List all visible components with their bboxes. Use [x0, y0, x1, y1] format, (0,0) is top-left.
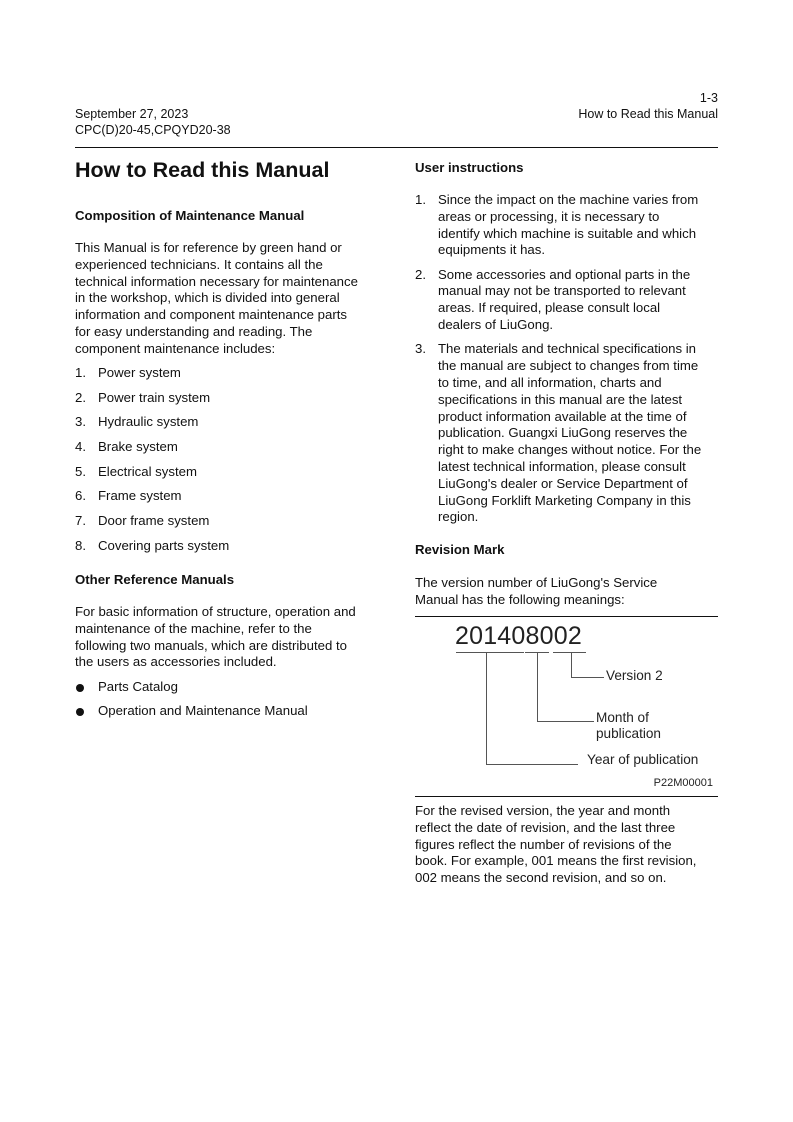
version-connector [571, 652, 572, 678]
list-label: Door frame system [98, 513, 210, 529]
list-number: 2. [415, 266, 426, 282]
list-number: 3. [415, 341, 426, 357]
list-item [75, 439, 385, 464]
list-number: 1. [75, 365, 86, 380]
version-number: 201408002 [455, 622, 582, 650]
bullet-icon [76, 708, 84, 716]
text-line: maintenance of the machine, refer to the [75, 620, 312, 636]
list-label: Electrical system [98, 463, 197, 479]
list-item [75, 464, 385, 489]
list-number: 6. [75, 488, 86, 504]
list-label: Power train system [98, 389, 211, 405]
list-item [75, 538, 385, 563]
section-heading-composition: Composition of Maintenance Manual [75, 208, 305, 223]
list-item [75, 414, 385, 439]
text-line: Since the impact on the machine varies from [438, 192, 699, 207]
text-line: The version number of LiuGong's Service [415, 575, 658, 590]
list-number: 8. [75, 537, 86, 553]
reference-manuals-list [75, 679, 385, 728]
text-line: 002 means the second revision, and so on. [415, 870, 667, 886]
header-date: September 27, 2023 [75, 107, 189, 121]
text-line: to time, and all information, charts and [438, 374, 662, 390]
list-label: Brake system [98, 439, 178, 455]
text-line: experienced technicians. It contains all the [75, 256, 323, 272]
text-line: dealers of LiuGong. [438, 317, 554, 333]
list-item [75, 390, 385, 415]
list-item [415, 341, 720, 526]
section-heading-user-instructions: User instructions [415, 160, 524, 175]
version-label: Version 2 [606, 668, 663, 683]
text-line: the manual are subject to changes from time [438, 358, 699, 374]
list-number: 2. [75, 389, 86, 405]
text-line: in the workshop, which is divided into general [75, 290, 340, 306]
month-label [596, 710, 661, 743]
text-line: following two manuals, which are distributed to [75, 637, 347, 653]
text-line: right to make changes without notice. For the [438, 442, 702, 458]
section-heading-revision-mark: Revision Mark [415, 542, 505, 557]
list-item [75, 365, 385, 390]
text-line: technical information necessary for maintenance [75, 273, 358, 289]
list-label: Parts Catalog [98, 679, 178, 694]
text-line: This Manual is for reference by green hand or [75, 240, 342, 255]
revision-mark-paragraph [415, 575, 720, 609]
header-divider [75, 147, 718, 148]
text-line: manual may not be transported to relevant [438, 283, 686, 299]
list-number: 7. [75, 513, 86, 529]
text-line: Some accessories and optional parts in the [438, 266, 691, 282]
month-connector-h [537, 721, 594, 722]
year-connector [486, 652, 487, 765]
header-section-title: How to Read this Manual [578, 107, 718, 121]
text-line: region. [438, 509, 479, 525]
text-line: the users as accessories included. [75, 654, 277, 670]
text-line: equipments it has. [438, 242, 546, 258]
section-heading-other-manuals: Other Reference Manuals [75, 572, 235, 587]
figure-top-rule [415, 616, 718, 617]
list-label: Power system [98, 365, 181, 380]
component-list [75, 365, 385, 563]
text-line: Manual has the following meanings: [415, 591, 625, 607]
composition-paragraph [75, 240, 385, 358]
bullet-icon [76, 684, 84, 692]
list-item [415, 192, 720, 259]
text-line: latest technical information, please consult [438, 458, 686, 474]
text-line: LiuGong Forklift Marketing Company in this [438, 492, 691, 508]
text-line: identify which machine is suitable and which [438, 225, 697, 241]
text-line: areas or processing, it is necessary to [438, 208, 660, 224]
text-line: For the revised version, the year and month [415, 803, 671, 818]
text-line: areas. If required, please consult local [438, 300, 661, 316]
header-models: CPC(D)20-45,CPQYD20-38 [75, 123, 231, 137]
text-line: Month of [596, 710, 649, 725]
text-line: specifications in this manual are the latest [438, 391, 683, 407]
text-line: figures reflect the number of revisions of the [415, 836, 672, 852]
user-instructions-list [415, 192, 720, 526]
figure-bottom-rule [415, 796, 718, 797]
page-number: 1-3 [699, 91, 718, 105]
list-item [415, 267, 720, 334]
version-connector-h [571, 677, 604, 678]
text-line: for easy understanding and reading. The [75, 323, 313, 339]
text-line: information and component maintenance parts [75, 307, 347, 323]
revision-explanation [415, 803, 720, 887]
text-line: LiuGong's dealer or Service Department of [438, 475, 688, 491]
text-line: For basic information of structure, operation and [75, 604, 356, 619]
list-item [75, 703, 385, 727]
text-line: book. For example, 001 means the first revision, [415, 853, 697, 869]
figure-code: P22M00001 [653, 777, 713, 789]
text-line: product information available at the time of [438, 408, 687, 424]
other-manuals-paragraph [75, 604, 385, 671]
text-line: publication [596, 726, 661, 742]
list-label: Covering parts system [98, 537, 230, 553]
year-underline [456, 652, 524, 653]
list-item [75, 513, 385, 538]
list-label: Hydraulic system [98, 414, 199, 430]
list-item [75, 679, 385, 703]
year-connector-h [486, 764, 578, 765]
list-number: 5. [75, 463, 86, 479]
text-line: The materials and technical specifications in [438, 341, 697, 357]
text-line: publication. Guangxi LiuGong reserves the [438, 425, 688, 441]
month-connector [537, 652, 538, 722]
year-label: Year of publication [587, 752, 699, 767]
list-label: Frame system [98, 488, 182, 504]
list-item [75, 488, 385, 513]
text-line: reflect the date of revision, and the last three [415, 819, 676, 835]
list-number: 4. [75, 439, 86, 455]
version-underline [553, 652, 586, 653]
list-label: Operation and Maintenance Manual [98, 703, 308, 719]
list-number: 3. [75, 414, 86, 430]
list-number: 1. [415, 192, 426, 207]
text-line: component maintenance includes: [75, 340, 276, 356]
page-title: How to Read this Manual [75, 158, 330, 182]
